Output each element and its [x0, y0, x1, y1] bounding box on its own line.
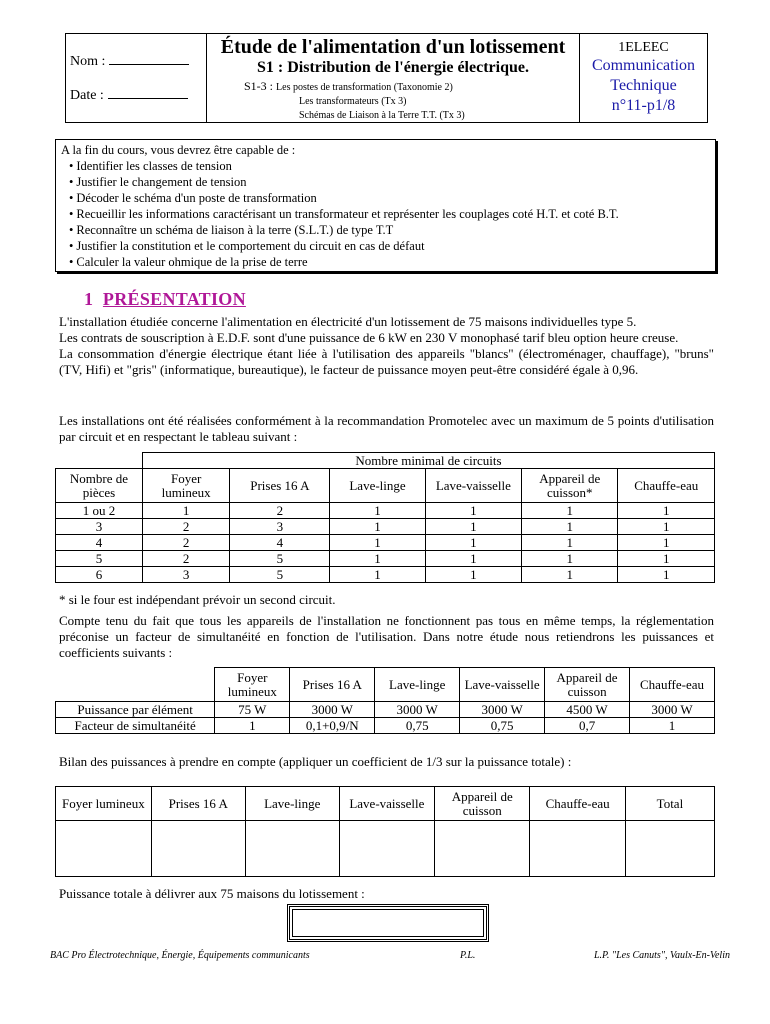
table-row: 5 2 5 1 1 1 1	[56, 551, 715, 567]
answer-cell[interactable]	[245, 821, 339, 877]
answer-cell[interactable]	[56, 821, 152, 877]
objective-item: • Justifier la constitution et le comportement du circuit en cas de défaut	[79, 238, 710, 254]
table-header: Total	[625, 787, 714, 821]
table-header: Appareil de cuisson	[545, 668, 630, 702]
footer-right: L.P. "Les Canuts", Vaulx-En-Velin	[594, 950, 730, 961]
paragraph-bilan: Bilan des puissances à prendre en compte (appliquer un coefficient de 1/3 sur la puissance totale) :	[59, 754, 572, 769]
table-header: Appareil de cuisson*	[522, 469, 618, 503]
answer-cell[interactable]	[435, 821, 530, 877]
objective-item: • Décoder le schéma d'un poste de transformation	[79, 190, 710, 206]
table-row: 4 2 4 1 1 1 1	[56, 535, 715, 551]
section-heading: 1 PRÉSENTATION	[84, 289, 246, 309]
table-row[interactable]	[56, 821, 715, 877]
table-header: Lave-linge	[330, 469, 425, 503]
objective-item: • Justifier le changement de tension	[79, 174, 710, 190]
lesson-info: S1-3 : Les postes de transformation (Taxonomie 2) Les transformateurs (Tx 3) Schémas de Liaison à la Terre T.T. (Tx 3)	[244, 79, 465, 121]
objective-item: • Recueillir les informations caractérisant un transformateur et représenter les couplages coté H.T. et coté B.T.	[79, 206, 710, 222]
class-code: 1ELEEC	[618, 40, 669, 55]
table-header: Chauffe-eau	[530, 787, 625, 821]
answer-cell[interactable]	[151, 821, 245, 877]
table-header: Foyer lumineux	[142, 469, 229, 503]
objectives-box	[55, 139, 716, 272]
table-header: Chauffe-eau	[618, 469, 715, 503]
objectives-list	[61, 158, 710, 270]
objectives-intro: A la fin du cours, vous devrez être capable de :	[61, 143, 296, 157]
nom-field[interactable]: Nom :	[70, 52, 189, 70]
objective-item: • Identifier les classes de tension	[79, 158, 710, 174]
document-header	[65, 33, 708, 123]
paragraph-promotelec: Les installations ont été réalisées conformément à la recommandation Promotelec avec un maximum de 5 points d'utilisation par circuit et en respectant le tableau suivant :	[59, 413, 714, 444]
table-header: Lave-linge	[245, 787, 339, 821]
total-answer-box[interactable]	[287, 904, 489, 942]
table-header: Nombre de pièces	[56, 469, 143, 503]
class-info	[579, 34, 707, 122]
document-title-block	[206, 34, 580, 122]
circuits-table	[55, 452, 715, 583]
table-header: Lave-linge	[375, 668, 460, 702]
answer-cell[interactable]	[625, 821, 714, 877]
table-header: Prises 16 A	[151, 787, 245, 821]
table-row: 1 ou 2 1 2 1 1 1 1	[56, 503, 715, 519]
intro-paragraphs: L'installation étudiée concerne l'alimentation en électricité d'un lotissement de 75 maisons individuelles type 5. Les contrats de souscription à E.D.F. sont d'une puissance de 6 kW en 230 V monophasé tarif bleu option heure creuse. La consommation d'énergie électrique étant liée à l'utilisation des appareils "blancs" (électroménager, chauffage), "bruns" (TV, Hifi) et "gris" (informatique, bureautique), le facteur de puissance moyen peut-être considéré égale à 0,96.	[59, 314, 714, 377]
table-header: Foyer lumineux	[215, 668, 290, 702]
table-caption: Nombre minimal de circuits	[142, 453, 714, 469]
footer-left: BAC Pro Électrotechnique, Énergie, Équipements communicants	[50, 950, 310, 961]
table-footnote: * si le four est indépendant prévoir un second circuit.	[59, 592, 336, 607]
table-row: Puissance par élément 75 W 3000 W 3000 W 3000 W 4500 W 3000 W	[56, 702, 715, 718]
document-title: Étude de l'alimentation d'un lotissement	[220, 36, 566, 58]
table-header: Lave-vaisselle	[339, 787, 434, 821]
table-header: Lave-vaisselle	[425, 469, 521, 503]
footer-center: P.L.	[460, 950, 476, 961]
table-header: Prises 16 A	[290, 668, 375, 702]
answer-cell[interactable]	[530, 821, 625, 877]
student-fields	[66, 34, 207, 122]
paragraph-total: Puissance totale à délivrer aux 75 maisons du lotissement :	[59, 886, 365, 901]
table-row: 3 2 3 1 1 1 1	[56, 519, 715, 535]
table-header: Prises 16 A	[230, 469, 330, 503]
table-header: Lave-vaisselle	[460, 668, 545, 702]
power-coefficient-table	[55, 667, 715, 734]
objective-item: • Calculer la valeur ohmique de la prise de terre	[79, 254, 710, 270]
power-balance-table	[55, 786, 715, 877]
table-header: Chauffe-eau	[630, 668, 715, 702]
date-field[interactable]: Date :	[70, 86, 188, 104]
paragraph-simultaneity: Compte tenu du fait que tous les appareils de l'installation ne fonctionnent pas tous en même temps, la réglementation préconise un facteur de simultanéité en fonction de l'utilisation. Dans notre étude nous retiendrons les puissances et coefficients suivants :	[59, 613, 714, 660]
class-name: Communication Technique n°11-p1/8	[591, 57, 696, 114]
table-row: 6 3 5 1 1 1 1	[56, 567, 715, 583]
table-header: Foyer lumineux	[56, 787, 152, 821]
objective-item: • Reconnaître un schéma de liaison à la terre (S.L.T.) de type T.T	[79, 222, 710, 238]
document-subtitle: S1 : Distribution de l'énergie électrique.	[257, 59, 529, 76]
table-row: Facteur de simultanéité 1 0,1+0,9/N 0,75 0,75 0,7 1	[56, 718, 715, 734]
answer-cell[interactable]	[339, 821, 434, 877]
table-header: Appareil de cuisson	[435, 787, 530, 821]
